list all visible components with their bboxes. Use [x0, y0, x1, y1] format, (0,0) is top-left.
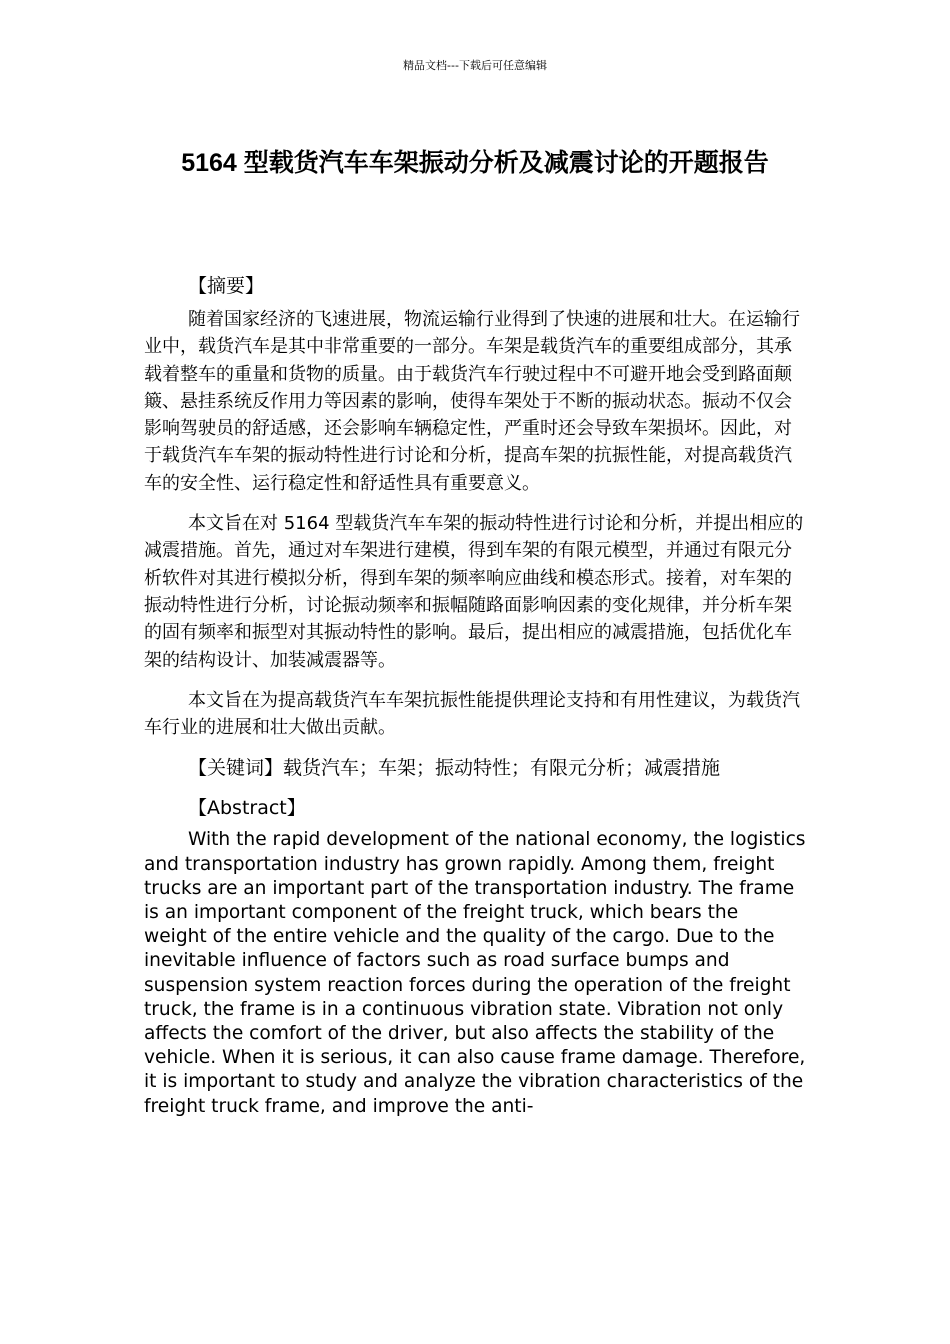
abstract-en-heading: 【Abstract】 — [188, 797, 306, 820]
document-title: 5164 型载货汽车车架振动分析及减震讨论的开题报告 — [181, 149, 769, 177]
document-body — [144, 270, 806, 1119]
abstract-en-paragraph: With the rapid development of the national economy, the logistics and transportation industry has grown rapidly. Among them, freight trucks are an important part of the transportation industry. The frame is an important component of the freight truck, which bears the weight of the entire vehicle and the quality of the cargo. Due to the inevitable influence of factors such as road surface bumps and suspension system reaction forces during the operation of the freight truck, the frame is in a continuous vibration state. Vibration not only affects the comfort of the driver, but also affects the stability of the vehicle. When it is serious, it can also cause frame damage. Therefore, it is important to study and analyze the vibration characteristics of the freight truck frame, and improve the anti- — [144, 829, 806, 1117]
abstract-cn-heading: 【摘要】 — [188, 275, 265, 297]
abstract-cn-paragraph-1: 随着国家经济的飞速进展，物流运输行业得到了快速的进展和壮大。在运输行业中，载货汽车是其中非常重要的一部分。车架是载货汽车的重要组成部分，其承载着整车的重量和货物的质量。由于载货汽车行驶过程中不可避开地会受到路面颠簸、悬挂系统反作用力等因素的影响，使得车架处于不断的振动状态。振动不仅会影响驾驶员的舒适感，还会影响车辆稳定性，严重时还会导致车架损坏。因此，对于载货汽车车架的振动特性进行讨论和分析，提高车架的抗振性能，对提高载货汽车的安全性、运行稳定性和舒适性具有重要意义。 — [144, 309, 800, 494]
page-header-note: 精品文档---下载后可任意编辑 — [403, 59, 547, 72]
keywords-line: 【关键词】载货汽车；车架；振动特性；有限元分析；减震措施 — [188, 757, 721, 780]
abstract-cn-paragraph-2: 本文旨在对 5164 型载货汽车车架的振动特性进行讨论和分析，并提出相应的减震措施。首先，通过对车架进行建模，得到车架的有限元模型，并通过有限元分析软件对其进行模拟分析，得到车架的频率响应曲线和模态形式。接着，对车架的振动特性进行分析，讨论振动频率和振幅随路面影响因素的变化规律，并分析车架的固有频率和振型对其振动特性的影响。最后，提出相应的减震措施，包括优化车架的结构设计、加装减震器等。 — [144, 513, 804, 671]
abstract-cn-paragraph-3: 本文旨在为提高载货汽车车架抗振性能提供理论支持和有用性建议，为载货汽车行业的进展和壮大做出贡献。 — [144, 689, 800, 739]
